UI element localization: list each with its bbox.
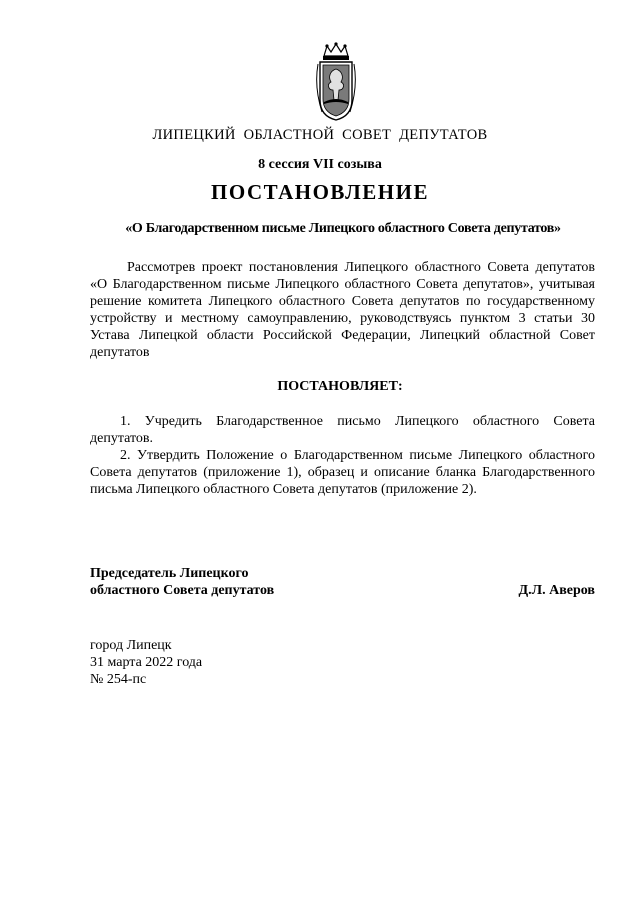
document-footer [90, 637, 202, 688]
signature-row [90, 582, 595, 599]
session-title: 8 сессия VII созыва [258, 157, 382, 172]
resolves-heading: ПОСТАНОВЛЯЕТ: [277, 379, 403, 394]
signature-block [90, 565, 595, 599]
council-name: ЛИПЕЦКИЙ ОБЛАСТНОЙ СОВЕТ ДЕПУТАТОВ [152, 127, 488, 143]
resolution-item-1: 1. Учредить Благодарственное письмо Липецкого областного Совета депутатов. [90, 414, 595, 446]
lipetsk-coat-of-arms-icon [314, 42, 358, 122]
document-type: ПОСТАНОВЛЕНИЕ [211, 180, 429, 204]
resolution-item-2: 2. Утвердить Положение о Благодарственном письме Липецкого областного Совета депутатов (приложение 1), образец и описание бланка Благодарственного письма Липецкого областного Совета депутатов (приложение 2). [90, 448, 595, 497]
signature-position-line1: Председатель Липецкого [90, 566, 249, 581]
footer-city: город Липецк [90, 638, 172, 653]
footer-number: № 254-пс [90, 672, 147, 687]
signature-position-line2: областного Совета депутатов [90, 583, 275, 598]
footer-date: 31 марта 2022 года [90, 655, 203, 670]
preamble-paragraph: Рассмотрев проект постановления Липецкого областного Совета депутатов «О Благодарственном письме Липецкого областного Совета депутатов», учитывая решение комитета Липецкого областного Совета депутатов по государственному устройству и местному самоуправлению, руководствуясь пунктом 3 статьи 30 Устава Липецкой области Российской Федерации, Липецкий областной Совет депутатов [90, 260, 595, 360]
resolution-subject: «О Благодарственном письме Липецкого областного Совета депутатов» [125, 221, 561, 236]
signatory-name: Д.Л. Аверов [518, 583, 595, 598]
